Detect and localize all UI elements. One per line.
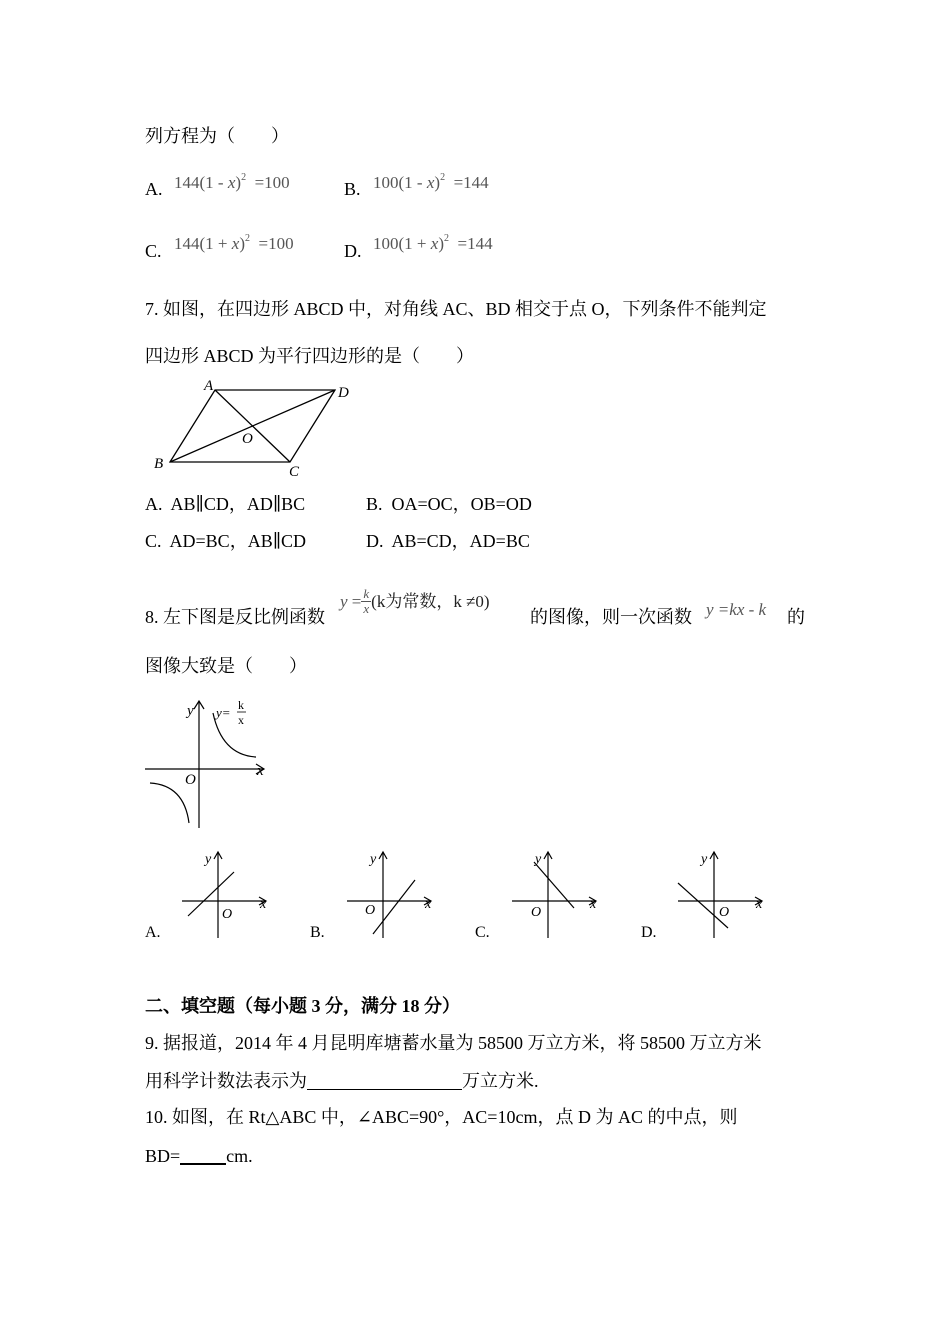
q8-middle: 的图像，则一次函数 [530,607,692,627]
q6-option-d [344,242,362,260]
vertex-a-label: A [204,378,214,394]
q9-line1: 9. 据报道，2014 年 4 月昆明库塘蓄水量为 58500 万立方米，将 58500 万立方米 [145,1033,762,1053]
q9-line2: 用科学计数法表示为 万立方米. [145,1071,539,1091]
q7-line2: 四边形 ABCD 为平行四边形的是（ ） [145,346,475,366]
diagonal-bd [170,390,335,462]
q8-suffix: 的 [787,607,805,627]
vertex-c-label: C [289,464,300,480]
answer-blank[interactable] [180,1145,226,1165]
y-axis-label: y [701,852,708,867]
curve-label: y= [216,705,231,720]
q6-option-d-equation: $100(1 + x)^2 =144$ [373,233,493,253]
q8-line2: 图像大致是（ ） [145,656,307,676]
q8-option-d-graph [672,846,768,940]
origin-label: O [185,772,196,788]
q6-option-c [145,242,162,260]
y-axis-label: y [205,852,212,867]
option-label: C. [145,241,162,261]
q7-line1: 7. 如图，在四边形 ABCD 中，对角线 AC、BD 相交于点 O，下列条件不能判定 [145,299,767,319]
option-label: A. [145,179,163,199]
option-label: B. [344,179,361,199]
q8-option-c-label: C. [475,924,490,941]
x-axis-label: x [756,897,763,912]
q7-option-a: A. AB∥CD，AD∥BC [145,494,306,514]
q6-option-b-equation: 100(1 - x)$^2$ =144 [373,172,489,192]
center-o-label: O [242,431,253,447]
option-label: D. [344,241,362,261]
q8-option-b-graph [341,846,437,940]
q8-prefix: 8. 左下图是反比例函数 [145,607,325,627]
q6-option-a [145,180,163,198]
q7-option-b: B. OA=OC，OB=OD [366,494,532,514]
origin-label: O [222,907,233,922]
q6-option-b [344,180,361,198]
y-axis-label: y [370,852,377,867]
x-axis-label: x [260,897,267,912]
x-axis-label: x [425,897,432,912]
vertex-b-label: B [154,456,164,472]
origin-label: O [365,903,376,918]
q6-option-c-equation: $144(1 + x)^2 =100$ [174,233,294,253]
q8-hyperbola-graph [140,695,275,835]
vertex-d-label: D [338,385,349,401]
origin-label: O [719,905,730,920]
q6-stem-tail: 列方程为（ ） [145,126,289,146]
q7-option-d: D. AB=CD，AD=BC [366,531,530,551]
q10-line2: BD= cm. [145,1146,253,1166]
curve-label-numerator: k [238,698,244,712]
x-axis-label: x [257,763,264,779]
x-axis-label: x [590,897,597,912]
curve-label-denominator: x [238,713,244,727]
q8-option-c-graph [506,846,602,940]
q6-option-a-equation: 144(1 - x)$^2$ =100 [174,172,290,192]
hyperbola-branch-q3 [150,783,189,823]
origin-label: O [531,905,542,920]
q7-parallelogram-figure [150,378,365,480]
q7-option-c: C. AD=BC，AB∥CD [145,531,307,551]
q8-option-a-label: A. [145,924,161,941]
linear-graph-line [373,880,415,934]
q8-option-b-label: B. [310,924,325,941]
answer-blank[interactable] [307,1071,462,1090]
q8-linear-function: y =kx - k [706,600,767,619]
q10-line1: 10. 如图，在 Rt△ABC 中，∠ABC=90°，AC=10cm，点 D 为 AC 的中点，则 [145,1107,738,1127]
y-axis-label: y [535,852,542,867]
q8-inverse-function: y = $\frac{k}{x}$ (k为常数，k ≠0) [340,585,490,616]
q8-option-d-label: D. [641,924,657,941]
section-title: 二、填空题（每小题 3 分，满分 18 分） [145,996,460,1016]
y-axis-label: y [187,703,194,719]
q8-option-a-graph [176,846,272,940]
